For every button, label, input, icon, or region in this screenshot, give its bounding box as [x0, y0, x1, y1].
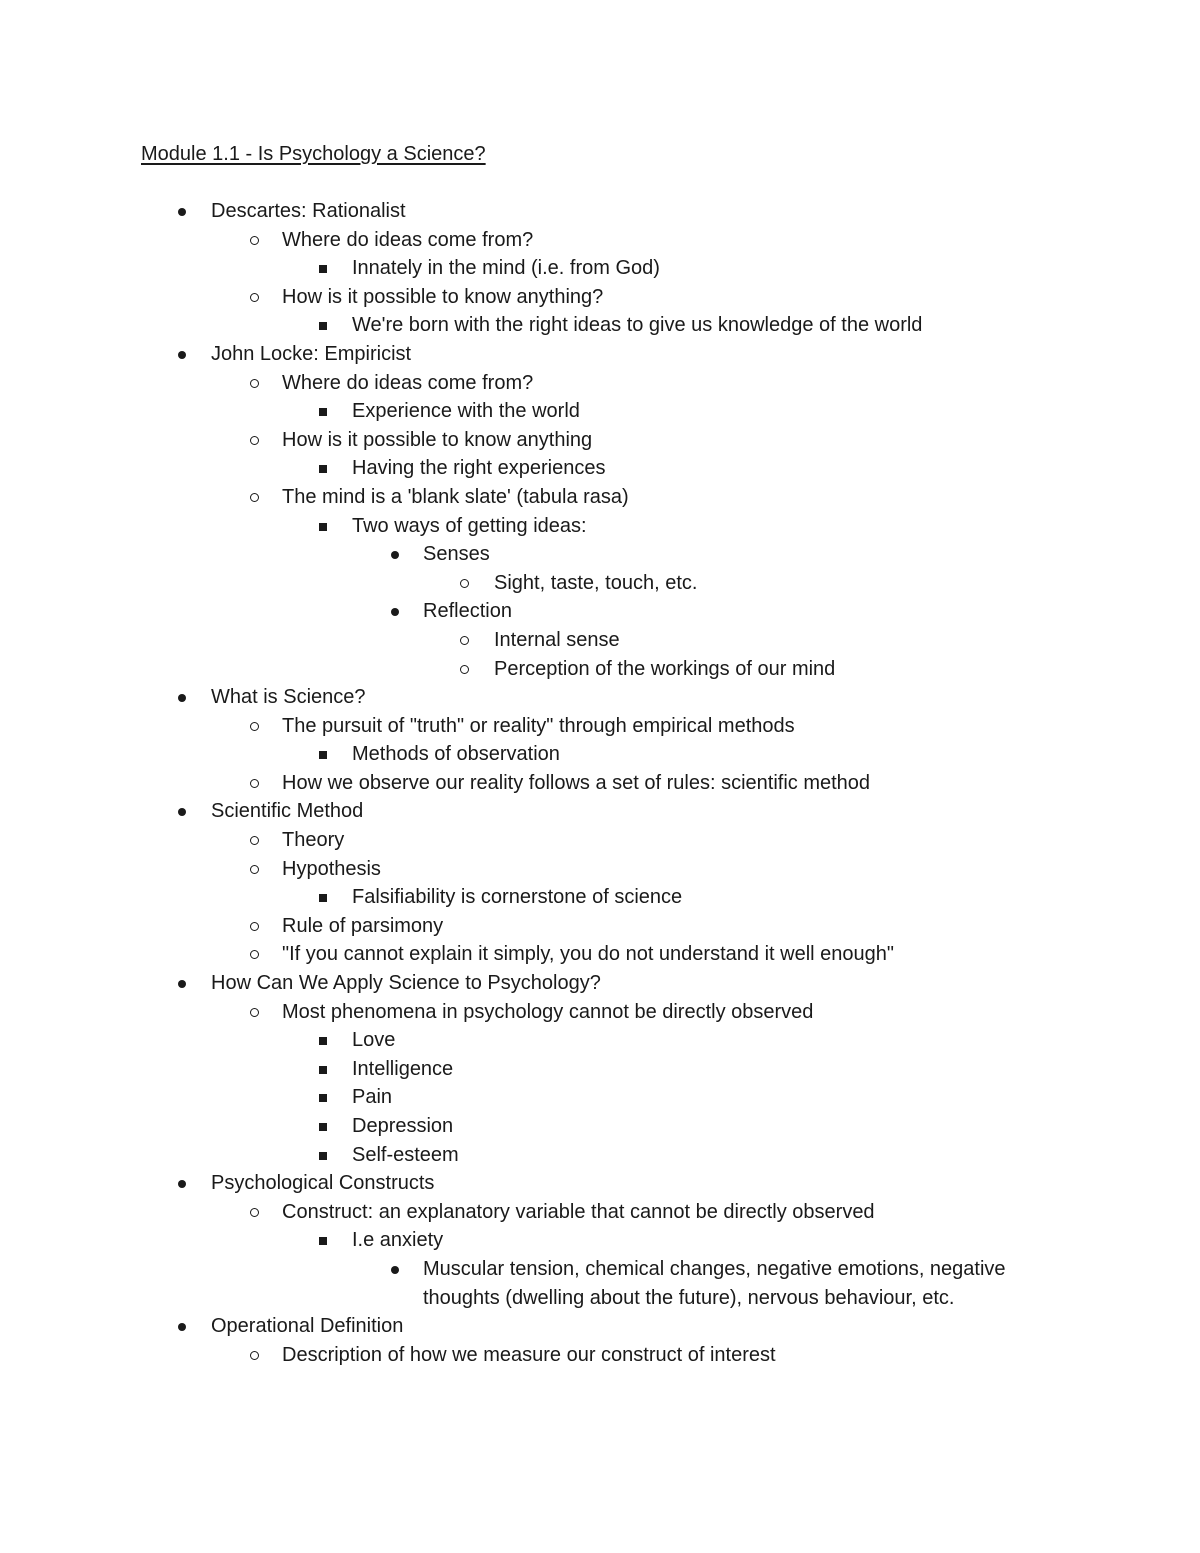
list-item [0, 797, 1200, 826]
list-item-text: Love [352, 1029, 396, 1052]
list-item [0, 683, 1200, 712]
list-item [0, 512, 1200, 541]
list-item-text: Self-esteem [352, 1143, 459, 1166]
filled-disc-bullet-icon [178, 980, 186, 988]
list-item [0, 340, 1200, 369]
list-item-text: Senses [423, 543, 490, 566]
list-item-text: The mind is a 'blank slate' (tabula rasa) [282, 485, 629, 508]
list-item-text: We're born with the right ideas to give us knowledge of the world [352, 314, 923, 337]
list-item [0, 912, 1200, 941]
list-item [0, 254, 1200, 283]
list-item [0, 626, 1200, 655]
list-item-text: Having the right experiences [352, 457, 606, 480]
list-item-text: Operational Definition [211, 1315, 404, 1338]
filled-disc-bullet-icon [178, 808, 186, 816]
list-item [0, 998, 1200, 1027]
list-item [0, 1055, 1200, 1084]
list-item-text: Most phenomena in psychology cannot be directly observed [282, 1000, 814, 1023]
list-item [0, 883, 1200, 912]
list-item-text: John Locke: Empiricist [211, 342, 412, 365]
hollow-circle-bullet-icon [250, 379, 259, 388]
list-item-text: The pursuit of "truth" or reality" through empirical methods [282, 714, 795, 737]
list-item-text: What is Science? [211, 686, 366, 709]
list-item-text: How is it possible to know anything [282, 428, 593, 451]
hollow-circle-bullet-icon [250, 1351, 259, 1360]
list-item [0, 1341, 1200, 1370]
list-item-text: Methods of observation [352, 743, 560, 766]
hollow-circle-bullet-icon [250, 779, 259, 788]
list-item-text: Rule of parsimony [282, 914, 444, 937]
list-item [0, 769, 1200, 798]
list-item-text: Hypothesis [282, 857, 381, 880]
filled-square-bullet-icon [319, 523, 327, 531]
hollow-circle-bullet-icon [460, 579, 469, 588]
list-item-text: Two ways of getting ideas: [352, 514, 587, 537]
filled-disc-bullet-icon [178, 1180, 186, 1188]
list-item [0, 311, 1200, 340]
list-item [0, 1312, 1200, 1341]
list-item [0, 426, 1200, 455]
filled-square-bullet-icon [319, 408, 327, 416]
list-item [0, 226, 1200, 255]
list-item-text: Depression [352, 1115, 454, 1137]
list-item [0, 1112, 1200, 1141]
list-item [0, 1226, 1200, 1255]
filled-disc-bullet-icon [391, 551, 399, 559]
list-item-text: Sight, taste, touch, etc. [494, 571, 698, 594]
filled-square-bullet-icon [319, 1066, 327, 1074]
list-item-text: Perception of the workings of our mind [494, 657, 836, 680]
list-item [0, 1141, 1200, 1170]
filled-square-bullet-icon [319, 1152, 327, 1160]
hollow-circle-bullet-icon [250, 722, 259, 731]
list-item [0, 1169, 1200, 1198]
list-item [0, 1255, 1063, 1312]
list-item [0, 740, 1200, 769]
list-item [0, 569, 1200, 598]
list-item-text: Experience with the world [352, 400, 580, 423]
filled-square-bullet-icon [319, 265, 327, 273]
list-item-text: Muscular tension, chemical changes, negative emotions, negative thoughts (dwelling about the future), nervous behaviour, etc. [423, 1257, 1006, 1309]
list-item-text: How we observe our reality follows a set of rules: scientific method [282, 771, 871, 794]
list-item [0, 397, 1200, 426]
list-item-text: I.e anxiety [352, 1229, 444, 1252]
hollow-circle-bullet-icon [250, 950, 259, 959]
list-item-text: Descartes: Rationalist [211, 200, 406, 222]
list-item [0, 1026, 1200, 1055]
filled-disc-bullet-icon [178, 694, 186, 702]
list-item [0, 940, 1200, 969]
list-item [0, 969, 1200, 998]
list-item-text: Where do ideas come from? [282, 228, 534, 251]
filled-square-bullet-icon [319, 751, 327, 759]
hollow-circle-bullet-icon [250, 922, 259, 931]
hollow-circle-bullet-icon [250, 1008, 259, 1017]
hollow-circle-bullet-icon [460, 665, 469, 674]
filled-square-bullet-icon [319, 1094, 327, 1102]
list-item-text: Description of how we measure our construct of interest [282, 1343, 776, 1366]
list-item-text: How Can We Apply Science to Psychology? [211, 972, 601, 995]
list-item-text: How is it possible to know anything? [282, 285, 604, 308]
hollow-circle-bullet-icon [250, 293, 259, 302]
list-item [0, 483, 1200, 512]
filled-square-bullet-icon [319, 1123, 327, 1131]
list-item [0, 597, 1200, 626]
list-item [0, 712, 1200, 741]
list-item-text: "If you cannot explain it simply, you do not understand it well enough" [282, 943, 894, 966]
hollow-circle-bullet-icon [460, 636, 469, 645]
filled-disc-bullet-icon [391, 608, 399, 616]
hollow-circle-bullet-icon [250, 436, 259, 445]
filled-square-bullet-icon [319, 1037, 327, 1045]
filled-square-bullet-icon [319, 322, 327, 330]
list-item [0, 826, 1200, 855]
bullet-outline [0, 197, 1200, 1369]
hollow-circle-bullet-icon [250, 1208, 259, 1217]
list-item-text: Where do ideas come from? [282, 371, 534, 394]
list-item-text: Psychological Constructs [211, 1172, 435, 1195]
hollow-circle-bullet-icon [250, 836, 259, 845]
list-item-text: Internal sense [494, 628, 620, 651]
list-item-text: Construct: an explanatory variable that cannot be directly observed [282, 1200, 875, 1223]
list-item [0, 1198, 1200, 1227]
list-item [0, 1083, 1200, 1112]
list-item [0, 655, 1200, 684]
hollow-circle-bullet-icon [250, 236, 259, 245]
list-item [0, 540, 1200, 569]
list-item [0, 454, 1200, 483]
hollow-circle-bullet-icon [250, 865, 259, 874]
filled-disc-bullet-icon [178, 1323, 186, 1331]
filled-square-bullet-icon [319, 894, 327, 902]
filled-square-bullet-icon [319, 1237, 327, 1245]
filled-disc-bullet-icon [391, 1266, 399, 1274]
filled-disc-bullet-icon [178, 351, 186, 359]
list-item-text: Pain [352, 1086, 393, 1109]
list-item [0, 283, 1200, 312]
list-item [0, 369, 1200, 398]
list-item [0, 197, 1200, 226]
list-item-text: Falsifiability is cornerstone of science [352, 886, 683, 909]
filled-square-bullet-icon [319, 465, 327, 473]
list-item-text: Theory [282, 829, 345, 852]
list-item-text: Innately in the mind (i.e. from God) [352, 257, 660, 280]
hollow-circle-bullet-icon [250, 493, 259, 502]
page-title: Module 1.1 - Is Psychology a Science? [141, 143, 486, 165]
list-item-text: Reflection [423, 600, 512, 623]
list-item [0, 855, 1200, 884]
filled-disc-bullet-icon [178, 208, 186, 216]
list-item-text: Intelligence [352, 1057, 454, 1080]
list-item-text: Scientific Method [211, 800, 364, 823]
